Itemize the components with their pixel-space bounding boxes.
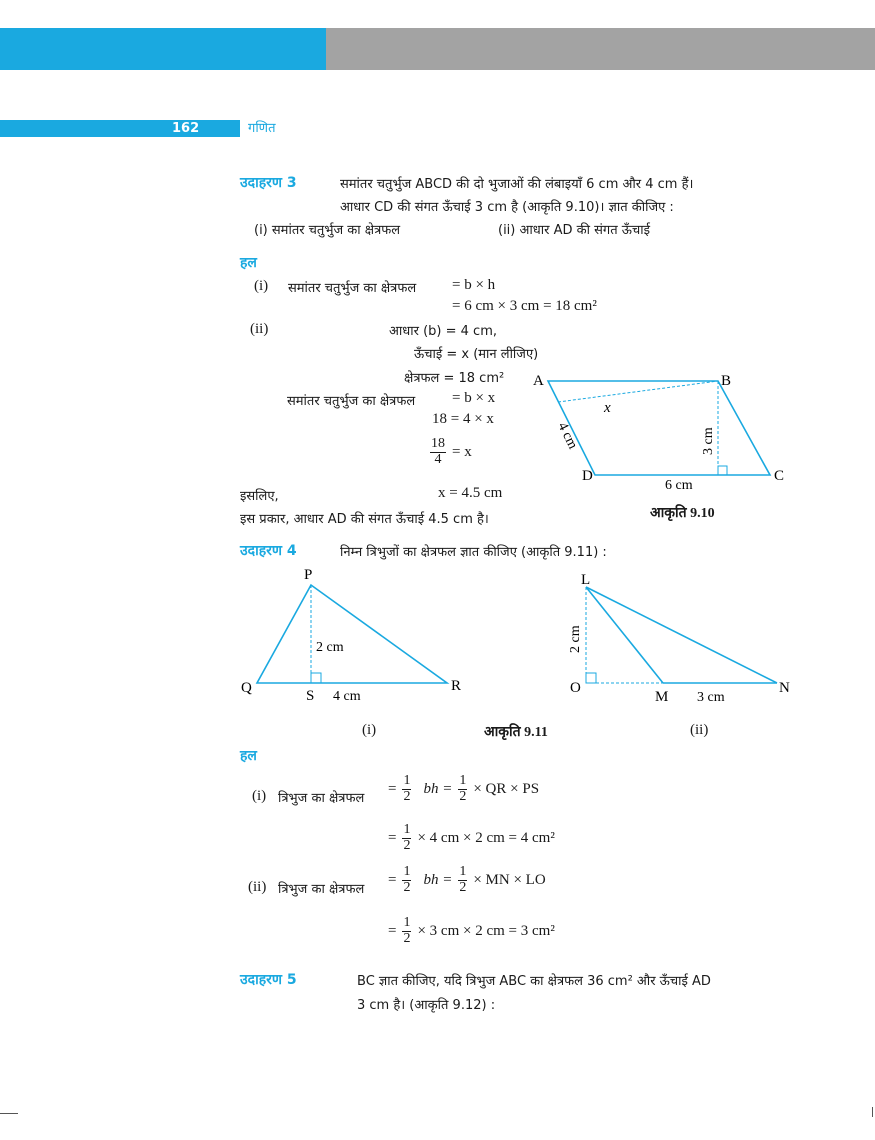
equals-sign: = [388, 780, 397, 797]
solution3-fraction [428, 437, 472, 467]
solution4-i-expr1 [388, 774, 539, 804]
solution3-i-rhs1: = b × h [452, 277, 496, 293]
solution4-i-lhs: त्रिभुज का क्षेत्रफल [278, 791, 365, 806]
height-x-line [558, 381, 718, 402]
page-number: 162 [172, 121, 200, 136]
page-number-band [0, 120, 240, 137]
solution4-ii-expr2 [388, 916, 555, 946]
solution3-height-line: ऊँचाई = x (मान लीजिए) [414, 347, 539, 362]
figure-9-11-caption: आकृति 9.11 [484, 725, 548, 740]
header-bar-grey [326, 28, 875, 70]
label-height-3cm: 3 cm [701, 427, 716, 455]
label-L: L [581, 572, 591, 588]
side-ln [586, 587, 777, 683]
solution3-result: x = 4.5 cm [438, 485, 503, 501]
solution4-ii-marker: (ii) [248, 879, 267, 895]
label-B: B [721, 373, 732, 389]
example3-line1: समांतर चतुर्भुज ABCD की दो भुजाओं की लंबाइयाँ 6 cm और 4 cm हैं। [340, 177, 694, 192]
solution4-ii-expr1 [388, 865, 546, 895]
figure-9-11-ii [560, 565, 800, 710]
solution4-ii-bh: bh = [423, 871, 453, 888]
example4-text: निम्न त्रिभुजों का क्षेत्रफल ज्ञात कीजिए (आकृति 9.11) : [340, 545, 607, 560]
label-base-6cm: 6 cm [665, 478, 693, 493]
triangle-pqr [257, 585, 447, 683]
half-num: 1 [403, 915, 411, 930]
figure-9-10 [520, 365, 800, 500]
solution3-frac-den: 4 [434, 451, 442, 467]
solution3-i-lhs: समांतर चतुर्भुज का क्षेत्रफल [288, 281, 417, 296]
label-Q: Q [241, 680, 252, 696]
half-den: 2 [403, 837, 411, 853]
solution4-ii-lhs: त्रिभुज का क्षेत्रफल [278, 882, 365, 897]
figure-9-10-caption: आकृति 9.10 [650, 506, 715, 521]
half-num: 1 [459, 864, 467, 879]
label-base-3cm: 3 cm [697, 690, 725, 705]
example3-label: उदाहरण 3 [240, 175, 297, 191]
half-den: 2 [403, 788, 411, 804]
solution3-i-rhs2: = 6 cm × 3 cm = 18 cm² [452, 298, 597, 314]
equals-sign: = [388, 871, 397, 888]
solution3-conclusion: इस प्रकार, आधार AD की संगत ऊँचाई 4.5 cm है। [240, 512, 489, 527]
side-lm [586, 587, 663, 683]
solution3-label: हल [240, 255, 257, 271]
solution3-eq1: 18 = 4 × x [432, 411, 494, 427]
example3-line2: आधार CD की संगत ऊँचाई 3 cm है (आकृति 9.10)। ज्ञात कीजिए : [340, 200, 674, 215]
solution4-i-rhs2: × 4 cm × 2 cm = 4 cm² [417, 829, 555, 846]
label-C: C [774, 468, 785, 484]
example5-label: उदाहरण 5 [240, 972, 297, 988]
label-M: M [655, 689, 669, 705]
solution4-label: हल [240, 748, 257, 764]
figure-9-11-sub-ii: (ii) [690, 722, 709, 738]
half-num: 1 [403, 773, 411, 788]
right-angle-mark [718, 466, 727, 475]
label-D: D [582, 468, 593, 484]
equals-sign: = [388, 829, 397, 846]
solution3-formula-lhs: समांतर चतुर्भुज का क्षेत्रफल [287, 394, 416, 409]
crop-mark-left [0, 1113, 18, 1114]
solution4-i-bh: bh = [423, 780, 453, 797]
half-den: 2 [403, 930, 411, 946]
solution3-therefore: इसलिए, [240, 489, 279, 504]
solution3-frac-rhs: = x [452, 443, 472, 460]
figure-9-11-sub-i: (i) [362, 722, 377, 738]
book-title: गणित [248, 121, 276, 136]
example3-part2: (ii) आधार AD की संगत ऊँचाई [498, 223, 650, 238]
solution4-i-rhs1: × QR × PS [473, 780, 540, 797]
label-side-4cm: 4 cm [554, 420, 580, 452]
label-A: A [533, 373, 544, 389]
label-x: x [604, 400, 611, 416]
solution4-i-expr2 [388, 823, 555, 853]
example3-part1: (i) समांतर चतुर्भुज का क्षेत्रफल [254, 223, 401, 238]
half-num: 1 [459, 773, 467, 788]
example5-line2: 3 cm है। (आकृति 9.12) : [357, 998, 496, 1013]
example5-line1: BC ज्ञात कीजिए, यदि त्रिभुज ABC का क्षेत्रफल 36 cm² और ऊँचाई AD [357, 974, 711, 989]
figure-9-11-i [235, 563, 485, 708]
right-angle-mark-s [311, 673, 321, 683]
half-num: 1 [403, 864, 411, 879]
solution4-ii-rhs1: × MN × LO [473, 871, 546, 888]
label-height-2cm-ii: 2 cm [568, 625, 583, 653]
half-den: 2 [459, 879, 467, 895]
solution3-i-marker: (i) [254, 278, 269, 294]
solution3-ii-marker: (ii) [250, 321, 269, 337]
half-num: 1 [403, 822, 411, 837]
solution4-i-marker: (i) [252, 788, 267, 804]
half-den: 2 [459, 788, 467, 804]
solution4-ii-rhs2: × 3 cm × 2 cm = 3 cm² [417, 922, 555, 939]
label-P: P [304, 567, 313, 583]
label-base-4cm: 4 cm [333, 689, 361, 704]
label-N: N [779, 680, 790, 696]
solution3-area-line: क्षेत्रफल = 18 cm² [404, 371, 505, 386]
half-den: 2 [403, 879, 411, 895]
right-angle-mark-o [586, 673, 596, 683]
crop-mark-right [872, 1107, 873, 1117]
parallelogram-abcd [548, 381, 770, 475]
label-R: R [451, 678, 462, 694]
label-S: S [306, 688, 315, 704]
solution3-base-line: आधार (b) = 4 cm, [389, 324, 497, 339]
equals-sign: = [388, 922, 397, 939]
example4-label: उदाहरण 4 [240, 543, 297, 559]
label-O: O [570, 680, 581, 696]
label-height-2cm: 2 cm [316, 640, 344, 655]
solution3-frac-num: 18 [431, 436, 445, 451]
solution3-formula-rhs: = b × x [452, 390, 496, 406]
header-bar-blue [0, 28, 326, 70]
